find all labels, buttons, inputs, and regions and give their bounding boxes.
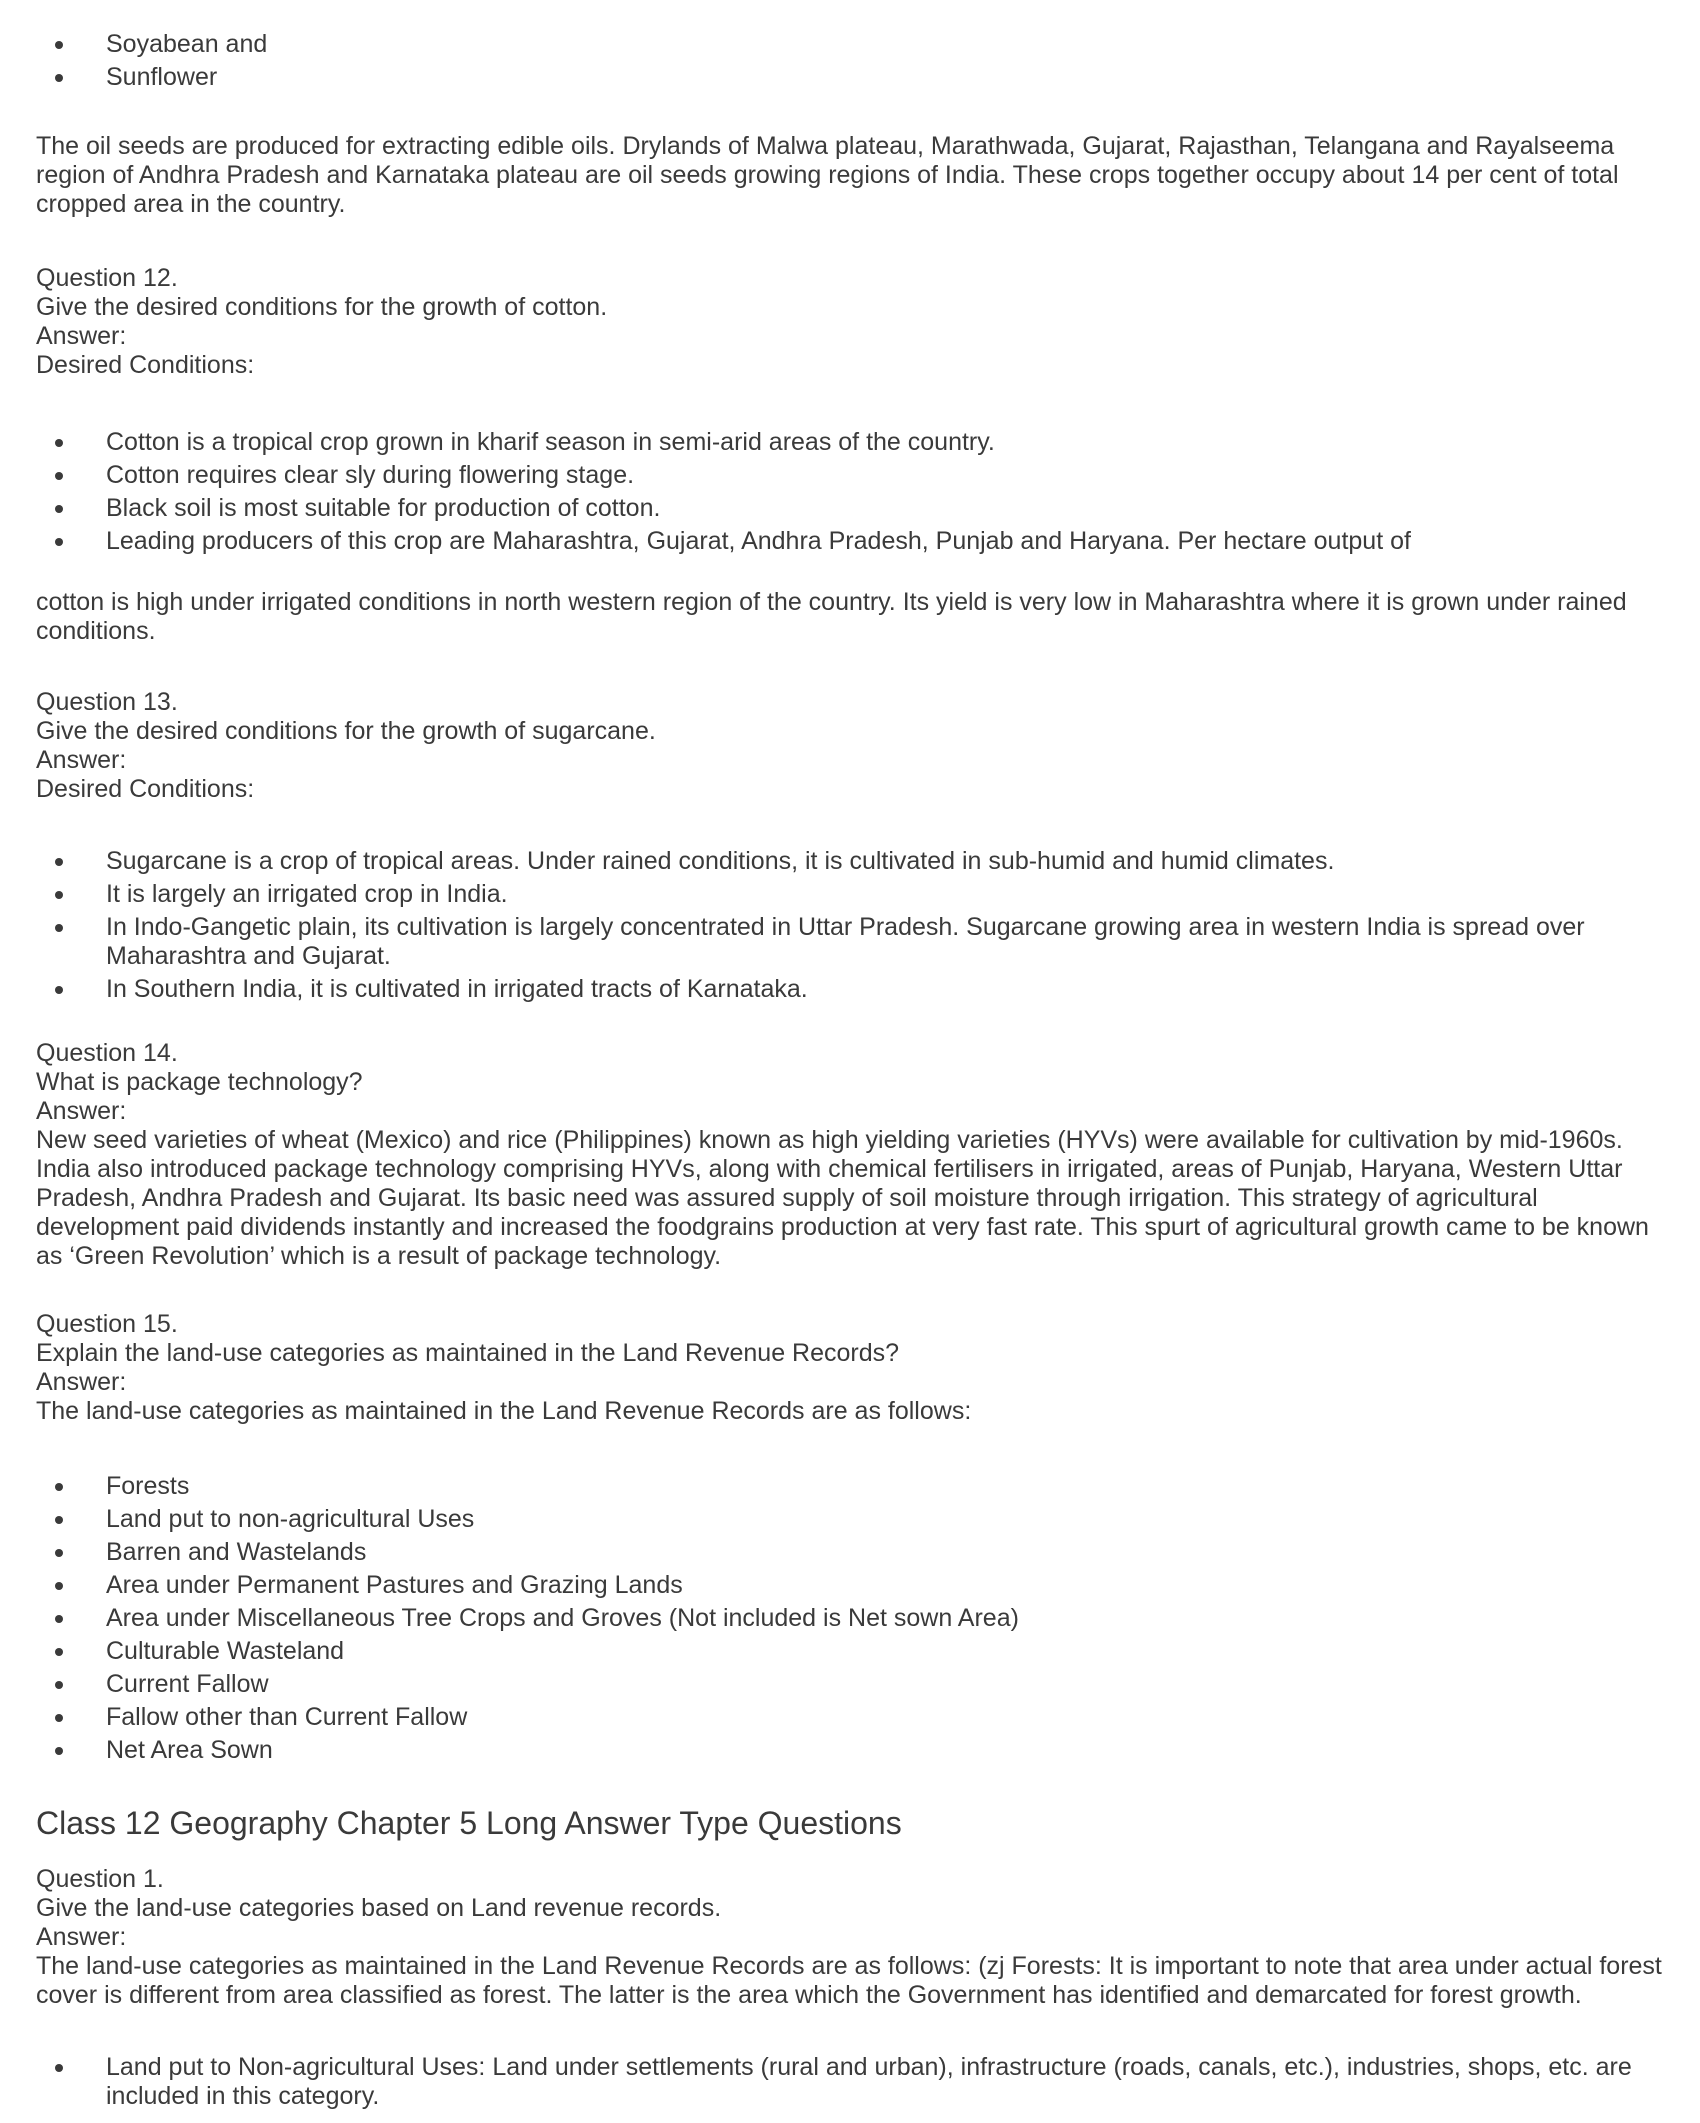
conditions-label: Desired Conditions: — [36, 351, 255, 379]
conditions-label: Desired Conditions: — [36, 775, 255, 803]
list-item: Cotton is a tropical crop grown in kharif season in semi-arid areas of the country. — [36, 428, 1676, 457]
list-item: Current Fallow — [36, 1670, 1676, 1699]
question15-block — [36, 1310, 1676, 1426]
answer-text: The land-use categories as maintained in the Land Revenue Records are as follows: (zj Forests: It is important to note that area under actual forest cover is different from area classified as forest. The latter is the area which the Government has identified and demarcated for forest growth. — [36, 1952, 1662, 2009]
question-label: Question 14. — [36, 1039, 178, 1067]
question13-conditions-list — [36, 847, 1676, 1004]
list-item: In Southern India, it is cultivated in irrigated tracts of Karnataka. — [36, 975, 1676, 1004]
question-text: Give the land-use categories based on Land revenue records. — [36, 1894, 722, 1922]
answer-label: Answer: — [36, 1368, 127, 1396]
question12-block — [36, 264, 1676, 380]
answer-label: Answer: — [36, 746, 127, 774]
question-text: Give the desired conditions for the growth of cotton. — [36, 293, 608, 321]
list-item: Forests — [36, 1472, 1676, 1501]
question-label: Question 13. — [36, 688, 178, 716]
question-text: Give the desired conditions for the growth of sugarcane. — [36, 717, 656, 745]
list-item: Sugarcane is a crop of tropical areas. Under rained conditions, it is cultivated in sub-humid and humid climates. — [36, 847, 1676, 876]
list-item: Sunflower — [36, 63, 1676, 92]
list-item: Black soil is most suitable for production of cotton. — [36, 494, 1676, 523]
list-item: Leading producers of this crop are Maharashtra, Gujarat, Andhra Pradesh, Punjab and Haryana. Per hectare output of — [36, 527, 1676, 556]
answer-intro: The land-use categories as maintained in the Land Revenue Records are as follows: — [36, 1397, 972, 1425]
list-item: Land put to non-agricultural Uses — [36, 1505, 1676, 1534]
list-item: Fallow other than Current Fallow — [36, 1703, 1676, 1732]
question12-continuation-paragraph: cotton is high under irrigated conditions in north western region of the country. Its yield is very low in Maharashtra where it is grown under rained conditions. — [36, 588, 1627, 645]
answer-text: New seed varieties of wheat (Mexico) and rice (Philippines) known as high yielding varieties (HYVs) were available for cultivation by mid-1960s. India also introduced package technology comprising HYVs, along with chemical fertilisers in irrigated, areas of Punjab, Haryana, Western Uttar Pradesh, Andhra Pradesh and Gujarat. Its basic need was assured supply of soil moisture through irrigation. This strategy of agricultural development paid dividends instantly and increased the foodgrains production at very fast rate. This spurt of agricultural growth came to be known as ‘Green Revolution’ which is a result of package technology. — [36, 1126, 1649, 1270]
list-item: Net Area Sown — [36, 1736, 1676, 1765]
list-item: Area under Permanent Pastures and Grazing Lands — [36, 1571, 1676, 1600]
question14-block — [36, 1039, 1676, 1271]
list-item: Culturable Wasteland — [36, 1637, 1676, 1666]
list-item: In Indo-Gangetic plain, its cultivation is largely concentrated in Uttar Pradesh. Sugarcane growing area in western India is spread over Maharashtra and Gujarat. — [36, 913, 1676, 971]
question12-conditions-list — [36, 428, 1676, 556]
question-label: Question 1. — [36, 1865, 164, 1893]
answer-label: Answer: — [36, 1097, 127, 1125]
oilseeds-paragraph: The oil seeds are produced for extracting edible oils. Drylands of Malwa plateau, Marathwada, Gujarat, Rajasthan, Telangana and Rayalseema region of Andhra Pradesh and Karnataka plateau are oil seeds growing regions of India. These crops together occupy about 14 per cent of total cropped area in the country. — [36, 132, 1619, 218]
question-text: What is package technology? — [36, 1068, 363, 1096]
question-label: Question 12. — [36, 264, 178, 292]
question-text: Explain the land-use categories as maintained in the Land Revenue Records? — [36, 1339, 900, 1367]
land-use-categories-list — [36, 1472, 1676, 1765]
section-heading: Class 12 Geography Chapter 5 Long Answer Type Questions — [36, 1805, 902, 1841]
list-item: Area under Miscellaneous Tree Crops and Groves (Not included is Net sown Area) — [36, 1604, 1676, 1633]
list-item: It is largely an irrigated crop in India. — [36, 880, 1676, 909]
list-item: Barren and Wastelands — [36, 1538, 1676, 1567]
question-label: Question 15. — [36, 1310, 178, 1338]
list-item: Cotton requires clear sly during flowering stage. — [36, 461, 1676, 490]
list-item: Soyabean and — [36, 30, 1676, 59]
answer-label: Answer: — [36, 1923, 127, 1951]
question1-block — [36, 1865, 1676, 2010]
list-item: Land put to Non-agricultural Uses: Land under settlements (rural and urban), infrastructure (roads, canals, etc.), industries, shops, etc. are included in this category. — [36, 2053, 1676, 2111]
oilseed-crops-list — [36, 30, 1676, 92]
answer-label: Answer: — [36, 322, 127, 350]
question13-block — [36, 688, 1676, 804]
question1-categories-list — [36, 2053, 1676, 2111]
